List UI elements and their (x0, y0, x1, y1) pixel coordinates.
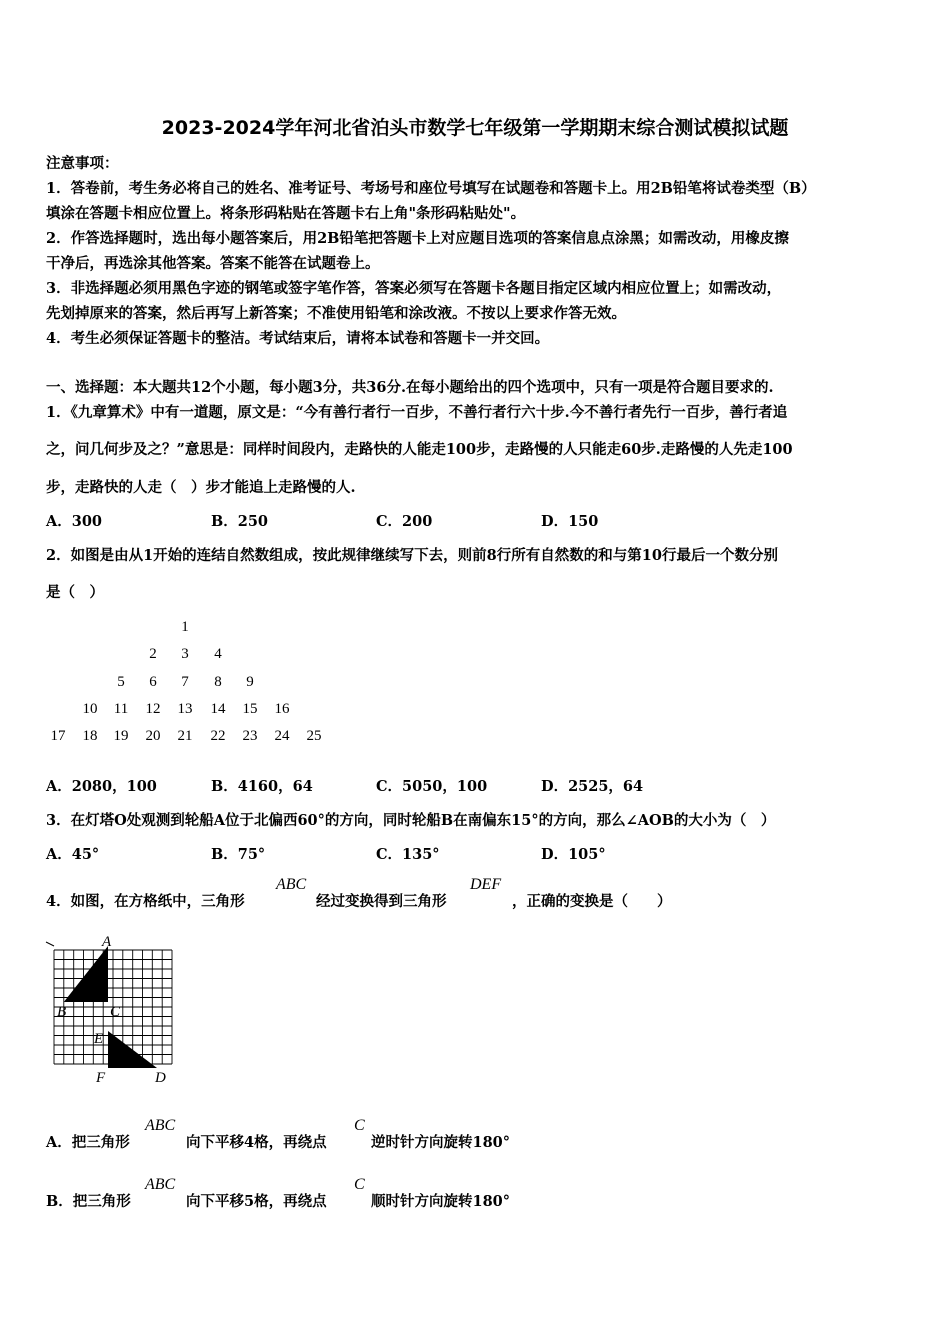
q2-option-c: C．5050，100 (376, 778, 488, 795)
question-1-line: 1．《九章算术》中有一道题，原文是：“今有善行者行一百步，不善行者行六十步.今不善行者先行一百步，善行者追 (46, 404, 788, 421)
question-2-line: 2．如图是由从1开始的连结自然数组成，按此规律继续写下去，则前8行所有自然数的和与第10行最后一个数分别 (46, 547, 778, 564)
question-1-line: 步，走路快的人走（ ）步才能追上走路慢的人. (46, 479, 356, 496)
q4-option-b-text: 顺时针方向旋转180° (371, 1193, 511, 1210)
label-a: A (102, 934, 112, 950)
math-def: DEF (470, 876, 502, 893)
triangle-number: 10 (82, 701, 98, 717)
label-c: C (110, 1004, 121, 1020)
notice-line: 填涂在答题卡相应位置上。将条形码粘贴在答题卡右上角"条形码粘贴处"。 (46, 205, 526, 222)
q4-option-a-text: A．把三角形 (46, 1134, 130, 1151)
triangle-number: 6 (149, 674, 157, 690)
label-b: B (57, 1004, 67, 1020)
q3-option-b: B．75° (211, 846, 266, 863)
math-c: C (354, 1176, 365, 1193)
q2-option-d: D．2525，64 (541, 778, 644, 795)
q1-option-c: C．200 (376, 513, 433, 530)
triangle-number: 24 (274, 728, 290, 744)
triangle-number: 3 (181, 646, 189, 662)
question-4-text: ，正确的变换是（ ） (512, 893, 672, 910)
triangle-number: 13 (177, 701, 193, 717)
triangle-number: 23 (242, 728, 258, 744)
triangle-number: 7 (181, 674, 189, 690)
triangle-number: 17 (50, 728, 66, 744)
question-3: 3．在灯塔O处观测到轮船A位于北偏西60°的方向，同时轮船B在南偏东15°的方向，那么∠AOB的大小为（ ） (46, 812, 776, 829)
q3-option-c: C．135° (376, 846, 440, 863)
page-title: 2023-2024学年河北省泊头市数学七年级第一学期期末综合测试模拟试题 (161, 117, 789, 139)
triangle-number: 20 (145, 728, 161, 744)
question-4-text: 4．如图，在方格纸中，三角形 (46, 893, 245, 910)
triangle-abc-shape (64, 946, 108, 1002)
q1-option-b: B．250 (211, 513, 269, 530)
q2-option-b: B．4160，64 (211, 778, 313, 795)
q4-option-a-text: 向下平移4格，再绕点 (186, 1134, 327, 1151)
notice-line: 2．作答选择题时，选出每小题答案后，用2B铅笔把答题卡上对应题目选项的答案信息点涂黑；如需改动，用橡皮擦 (46, 230, 789, 247)
triangle-number: 16 (274, 701, 290, 717)
notice-heading: 注意事项： (46, 155, 119, 172)
q4-option-a-text: 逆时针方向旋转180° (371, 1134, 511, 1151)
q3-option-a: A．45° (46, 846, 100, 863)
grid-transform-figure (44, 934, 184, 1086)
section-heading: 一、选择题：本大题共12个小题，每小题3分，共36分.在每小题给出的四个选项中，只有一项是符合题目要求的. (46, 379, 774, 396)
triangle-number: 8 (214, 674, 222, 690)
label-f: F (96, 1070, 106, 1086)
notice-line: 1．答卷前，考生务必将自己的姓名、准考证号、考场号和座位号填写在试题卷和答题卡上。用2B铅笔将试卷类型（B） (46, 180, 816, 197)
question-2-line: 是（ ） (46, 584, 104, 601)
label-d: D (155, 1070, 166, 1086)
notice-line: 先划掉原来的答案，然后再写上新答案；不准使用铅笔和涂改液。不按以上要求作答无效。 (46, 305, 626, 322)
q1-option-a: A．300 (46, 513, 103, 530)
math-abc: ABC (145, 1176, 176, 1193)
triangle-number: 9 (246, 674, 254, 690)
label-e: E (94, 1031, 104, 1047)
math-abc: ABC (276, 876, 307, 893)
triangle-number: 11 (113, 701, 129, 717)
question-4-text: 经过变换得到三角形 (316, 893, 447, 910)
triangle-number: 14 (210, 701, 226, 717)
triangle-number: 1 (181, 619, 189, 635)
triangle-number: 19 (113, 728, 129, 744)
triangle-number: 4 (214, 646, 222, 662)
q1-option-d: D．150 (541, 513, 599, 530)
triangle-number: 15 (242, 701, 258, 717)
triangle-number: 12 (145, 701, 161, 717)
q4-option-b-text: 向下平移5格，再绕点 (186, 1193, 327, 1210)
math-c: C (354, 1117, 365, 1134)
triangle-number: 18 (82, 728, 98, 744)
triangle-number: 2 (149, 646, 157, 662)
triangle-number: 25 (306, 728, 322, 744)
triangle-number: 21 (177, 728, 193, 744)
q2-option-a: A．2080，100 (46, 778, 157, 795)
triangle-number: 5 (117, 674, 125, 690)
notice-line: 4．考生必须保证答题卡的整洁。考试结束后，请将本试卷和答题卡一并交回。 (46, 330, 550, 347)
q4-option-b-text: B．把三角形 (46, 1193, 131, 1210)
notice-line: 干净后，再选涂其他答案。答案不能答在试题卷上。 (46, 255, 380, 272)
question-1-line: 之，问几何步及之？”意思是：同样时间段内，走路快的人能走100步，走路慢的人只能走60步.走路慢的人先走100 (46, 441, 793, 458)
notice-line: 3．非选择题必须用黑色字迹的钢笔或签字笔作答，答案必须写在答题卡各题目指定区域内相应位置上；如需改动， (46, 280, 782, 297)
math-abc: ABC (145, 1117, 176, 1134)
triangle-number: 22 (210, 728, 226, 744)
q3-option-d: D．105° (541, 846, 606, 863)
